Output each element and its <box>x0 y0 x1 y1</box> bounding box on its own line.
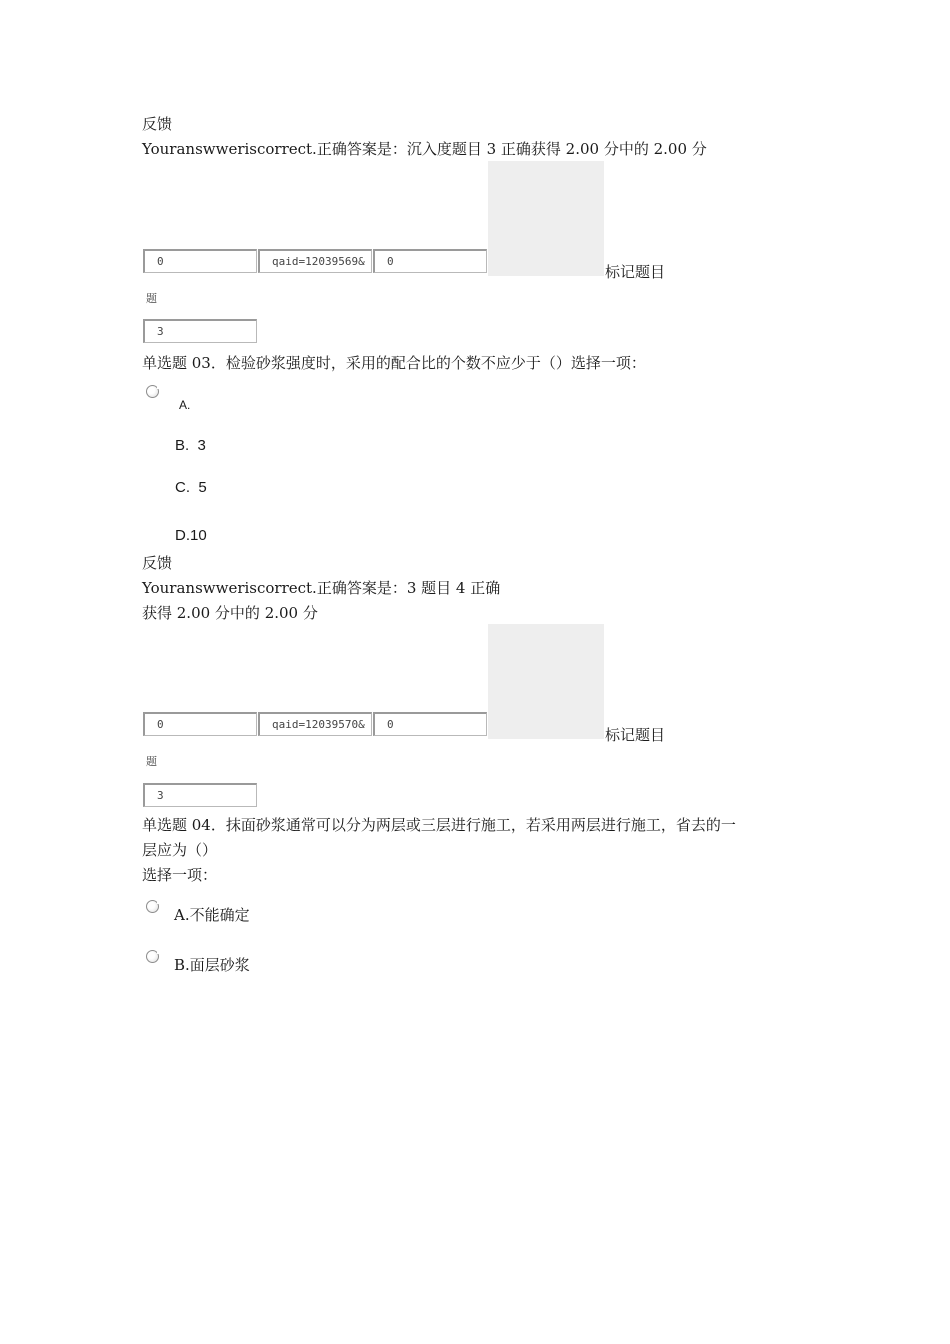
hidden-field-qaid[interactable]: qaid=12039569& <box>258 249 372 273</box>
option-a-label[interactable]: A.不能确定 <box>174 906 250 924</box>
option-a-radio[interactable] <box>146 385 159 398</box>
feedback-label: 反馈 <box>142 115 173 133</box>
flag-image-placeholder <box>488 161 604 276</box>
hidden-field-qaid[interactable]: qaid=12039570& <box>258 712 372 736</box>
answer-line: Youranswweriscorrect.正确答案是：3 题目 4 正确 <box>142 579 501 597</box>
option-d-label[interactable]: D.10 <box>175 527 207 544</box>
question-small-label: 题 <box>146 755 157 768</box>
option-b-label[interactable]: B. 3 <box>175 437 206 454</box>
question-number-field[interactable]: 3 <box>143 319 257 343</box>
select-one-label: 选择一项： <box>142 866 218 884</box>
score-line: 获得 2.00 分中的 2.00 分 <box>142 604 318 622</box>
question-4-prompt-line1: 单选题 04．抹面砂浆通常可以分为两层或三层进行施工，若采用两层进行施工，省去的一 <box>142 816 736 834</box>
hidden-field-sequence[interactable]: 0 <box>143 249 257 273</box>
flag-question-label[interactable]: 标记题目 <box>605 726 666 744</box>
flag-question-label[interactable]: 标记题目 <box>605 263 666 281</box>
option-a-radio[interactable] <box>146 900 159 913</box>
option-a-label[interactable]: A. <box>179 398 191 412</box>
question-3-prompt: 单选题 03．检验砂浆强度时，采用的配合比的个数不应少于（）选择一项： <box>142 354 646 372</box>
option-c-label[interactable]: C. 5 <box>175 479 207 496</box>
option-b-label[interactable]: B.面层砂浆 <box>174 956 250 974</box>
hidden-field-flag[interactable]: 0 <box>373 249 487 273</box>
feedback-label: 反馈 <box>142 554 173 572</box>
question-4-prompt-line2: 层应为（） <box>142 841 218 859</box>
hidden-field-sequence[interactable]: 0 <box>143 712 257 736</box>
option-b-radio[interactable] <box>146 950 159 963</box>
question-small-label: 题 <box>146 292 157 305</box>
answer-line: Youranswweriscorrect.正确答案是：沉入度题目 3 正确获得 2.00 分中的 2.00 分 <box>142 140 707 158</box>
flag-image-placeholder <box>488 624 604 739</box>
question-number-field[interactable]: 3 <box>143 783 257 807</box>
hidden-field-flag[interactable]: 0 <box>373 712 487 736</box>
